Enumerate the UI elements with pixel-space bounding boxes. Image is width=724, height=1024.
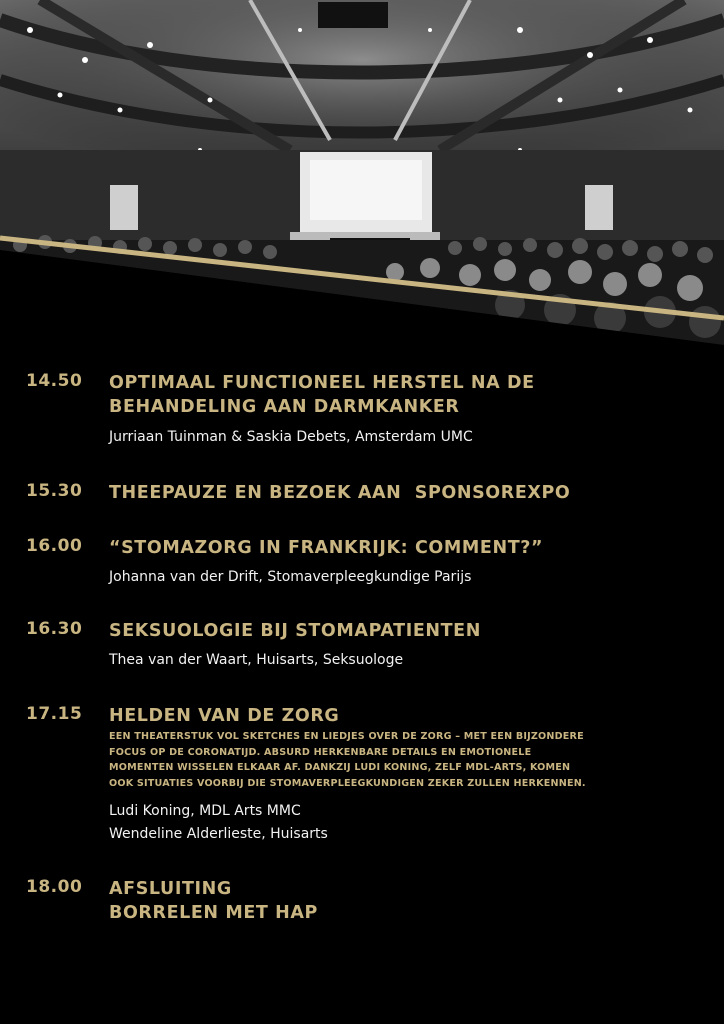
item-time: 16.00	[26, 536, 83, 556]
conference-hall-illustration	[0, 0, 724, 345]
item-speaker: Ludi Koning, MDL Arts MMC	[109, 803, 301, 819]
title-line: SEKSUOLOGIE BIJ STOMAPATIENTEN	[109, 621, 481, 641]
item-title	[109, 371, 699, 419]
title-line: OPTIMAAL FUNCTIONEEL HERSTEL NA DE	[109, 373, 535, 393]
item-description	[109, 729, 699, 791]
item-title	[109, 704, 699, 728]
item-speaker: Johanna van der Drift, Stomaverpleegkundige Parijs	[109, 569, 472, 585]
item-time: 17.15	[26, 704, 83, 724]
item-time: 16.30	[26, 619, 83, 639]
item-speaker: Thea van der Waart, Huisarts, Seksuologe	[109, 652, 404, 668]
description-line: FOCUS OP DE CORONATIJD. ABSURD HERKENBARE DETAILS EN EMOTIONELE	[109, 746, 532, 758]
item-time: 15.30	[26, 481, 83, 501]
item-speaker: Jurriaan Tuinman & Saskia Debets, Amsterdam UMC	[109, 429, 473, 445]
item-title	[109, 619, 699, 643]
title-line: THEEPAUZE EN BEZOEK AAN SPONSOREXPO	[109, 483, 571, 503]
title-line: AFSLUITING	[109, 879, 232, 899]
title-line: BORRELEN MET HAP	[109, 903, 318, 923]
item-title	[109, 536, 699, 560]
description-line: MOMENTEN WISSELEN ELKAAR AF. DANKZIJ LUDI KONING, ZELF MDL-ARTS, KOMEN	[109, 762, 571, 774]
title-line: BEHANDELING AAN DARMKANKER	[109, 397, 460, 417]
item-speaker: Wendeline Alderlieste, Huisarts	[109, 826, 328, 842]
description-line: EEN THEATERSTUK VOL SKETCHES EN LIEDJES OVER DE ZORG – MET EEN BIJZONDERE	[109, 731, 584, 742]
item-time: 14.50	[26, 371, 83, 391]
description-line: OOK SITUATIES VOORBIJ DIE STOMAVERPLEEGKUNDIGEN ZEKER ZULLEN HERKENNEN.	[109, 777, 586, 789]
title-line: “STOMAZORG IN FRANKRIJK: COMMENT?”	[109, 538, 544, 558]
title-line: HELDEN VAN DE ZORG	[109, 706, 340, 726]
hero-photo	[0, 0, 724, 345]
item-time: 18.00	[26, 877, 83, 897]
item-title	[109, 877, 699, 925]
item-title	[109, 481, 699, 505]
